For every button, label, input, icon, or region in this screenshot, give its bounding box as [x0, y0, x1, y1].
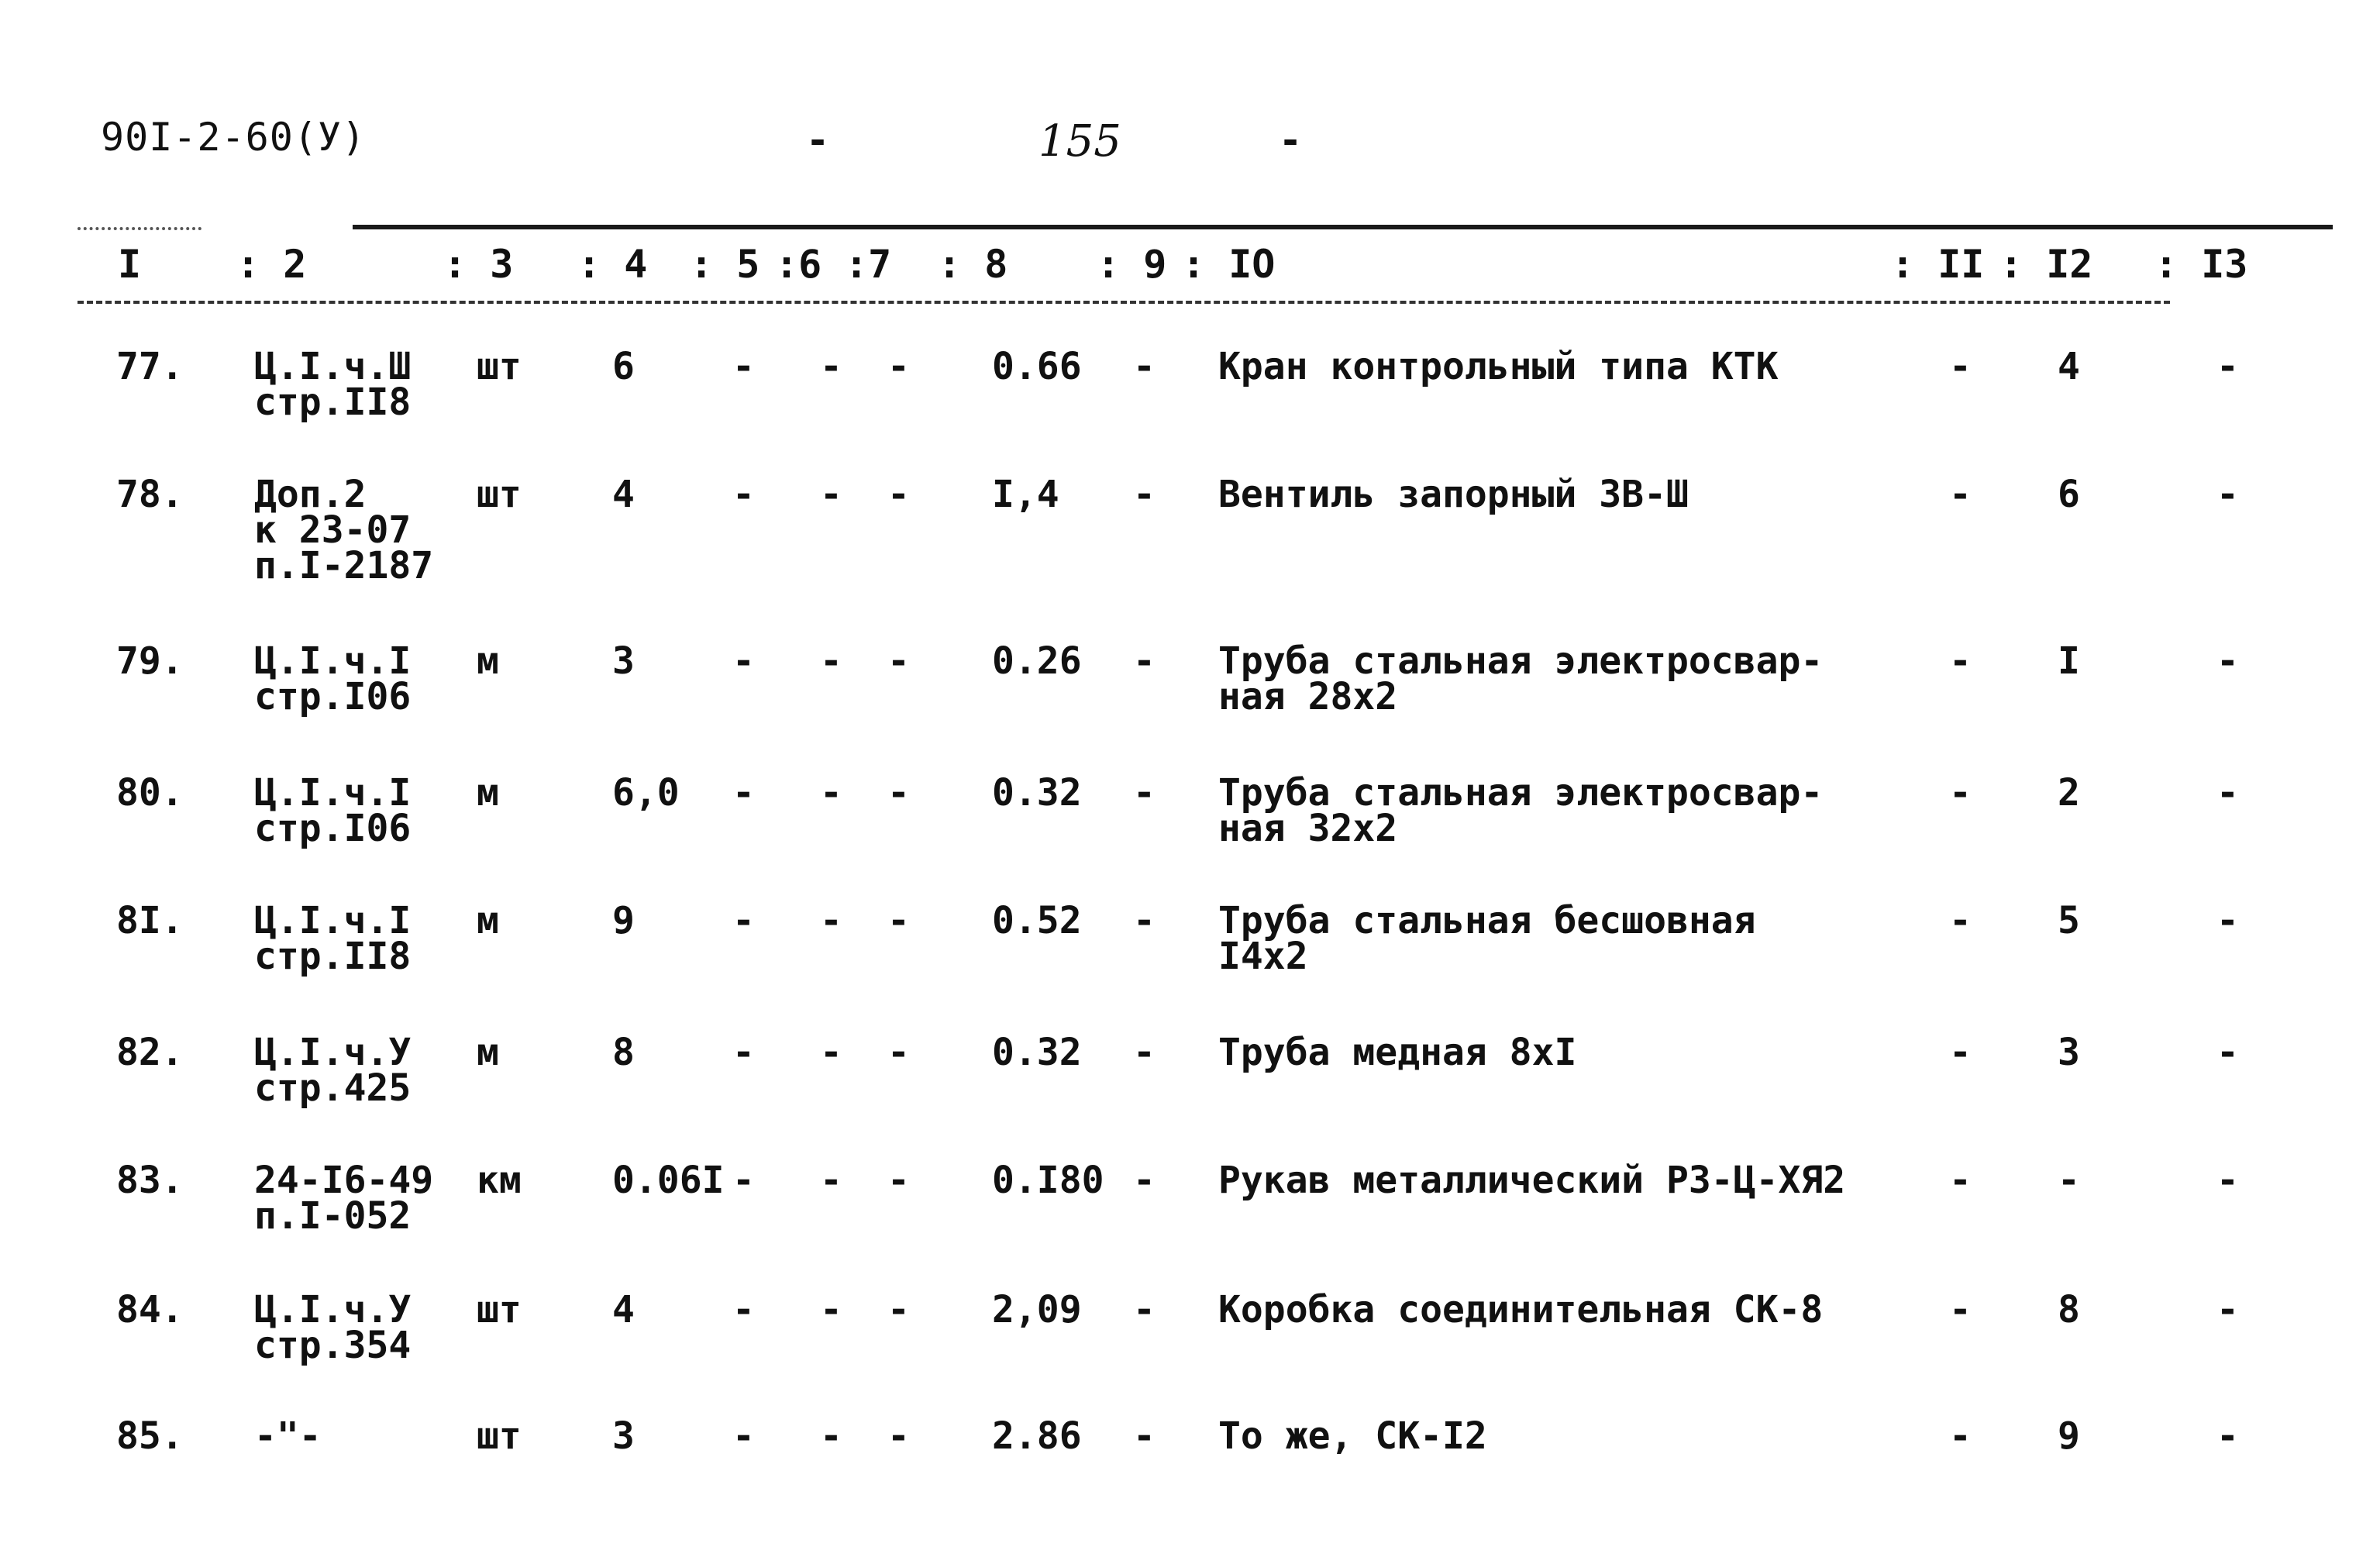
- row-reference-line: Доп.2: [254, 473, 367, 516]
- row-reference-line: Ц.I.ч.I: [254, 639, 412, 683]
- row-name-line: Кран контрольный типа КТК: [1218, 345, 1779, 388]
- row-quantity: 0.06I: [612, 1159, 725, 1202]
- row-col5: -: [732, 639, 755, 683]
- row-col9: -: [1133, 1414, 1156, 1458]
- row-quantity: 6,0: [612, 771, 680, 815]
- row-col9: -: [1133, 1159, 1156, 1202]
- row-reference-line: стр.I06: [254, 807, 412, 850]
- row-number: 84.: [116, 1288, 184, 1331]
- row-unit: шт: [477, 473, 522, 516]
- row-col5: -: [732, 899, 755, 942]
- row-col8: 2,09: [992, 1288, 1082, 1331]
- row-name-line: То же, СК-I2: [1218, 1414, 1487, 1458]
- row-col11: -: [1949, 771, 1972, 815]
- row-reference-line: Ц.I.ч.Ш: [254, 345, 412, 388]
- row-col12: -: [2058, 1159, 2080, 1202]
- row-col5: -: [732, 1288, 755, 1331]
- row-reference-line: Ц.I.ч.I: [254, 899, 412, 942]
- column-header-1: I: [118, 242, 142, 287]
- page-number: 155: [1038, 116, 1121, 167]
- row-reference-line: к 23-07: [254, 508, 412, 552]
- column-header-5: : 5: [690, 242, 760, 287]
- row-col12: 9: [2058, 1414, 2080, 1458]
- row-col6: -: [820, 899, 842, 942]
- row-reference: [254, 1159, 434, 1238]
- row-col5: -: [732, 1031, 755, 1074]
- top-rule: [353, 225, 2333, 229]
- row-name: [1218, 771, 1824, 850]
- row-col12: 8: [2058, 1288, 2080, 1331]
- row-unit: км: [477, 1159, 522, 1202]
- row-unit: шт: [477, 1414, 522, 1458]
- row-col6: -: [820, 1031, 842, 1074]
- row-col13: -: [2216, 639, 2239, 683]
- row-reference: [254, 639, 412, 718]
- row-reference: [254, 1031, 412, 1110]
- row-unit: м: [477, 1031, 499, 1074]
- row-name: [1218, 473, 1689, 516]
- row-col8: 0.32: [992, 1031, 1082, 1074]
- row-name: [1218, 1031, 1577, 1074]
- row-col9: -: [1133, 1031, 1156, 1074]
- row-name-line: Рукав металлический РЗ-Ц-ХЯ2: [1218, 1159, 1846, 1202]
- row-col13: -: [2216, 1031, 2239, 1074]
- row-number: 82.: [116, 1031, 184, 1074]
- header-dash-left: -: [806, 118, 830, 163]
- row-col7: -: [887, 771, 910, 815]
- row-col9: -: [1133, 899, 1156, 942]
- row-col7: -: [887, 1159, 910, 1202]
- row-quantity: 6: [612, 345, 635, 388]
- column-header-10: : IO: [1182, 242, 1276, 287]
- row-reference-line: -"-: [254, 1414, 322, 1458]
- row-col11: -: [1949, 345, 1972, 388]
- row-reference: [254, 345, 412, 424]
- row-col12: I: [2058, 639, 2080, 683]
- row-col7: -: [887, 639, 910, 683]
- row-quantity: 3: [612, 1414, 635, 1458]
- row-reference-line: п.I-052: [254, 1194, 412, 1238]
- row-col11: -: [1949, 1159, 1972, 1202]
- row-unit: шт: [477, 345, 522, 388]
- row-quantity: 8: [612, 1031, 635, 1074]
- row-col6: -: [820, 1288, 842, 1331]
- header-bottom-rule: [77, 301, 2170, 304]
- row-col6: -: [820, 639, 842, 683]
- row-number: 80.: [116, 771, 184, 815]
- row-col11: -: [1949, 899, 1972, 942]
- row-quantity: 4: [612, 473, 635, 516]
- row-name: [1218, 1414, 1487, 1458]
- row-col11: -: [1949, 1414, 1972, 1458]
- column-header-7: :7: [845, 242, 892, 287]
- row-name-line: Труба стальная бесшовная: [1218, 899, 1756, 942]
- column-header-3: : 3: [443, 242, 514, 287]
- row-col9: -: [1133, 345, 1156, 388]
- column-header-6: :6: [775, 242, 822, 287]
- row-col13: -: [2216, 1414, 2239, 1458]
- row-name-line: I4х2: [1218, 935, 1308, 978]
- row-col6: -: [820, 473, 842, 516]
- row-col9: -: [1133, 1288, 1156, 1331]
- row-reference: [254, 1414, 322, 1458]
- header-dash-right: -: [1279, 118, 1303, 163]
- row-col7: -: [887, 899, 910, 942]
- row-reference-line: стр.II8: [254, 381, 412, 424]
- row-col7: -: [887, 1414, 910, 1458]
- row-reference-line: 24-I6-49: [254, 1159, 434, 1202]
- row-unit: м: [477, 899, 499, 942]
- row-name: [1218, 1159, 1846, 1202]
- row-number: 79.: [116, 639, 184, 683]
- row-col11: -: [1949, 473, 1972, 516]
- row-col8: 2.86: [992, 1414, 1082, 1458]
- row-col12: 2: [2058, 771, 2080, 815]
- row-unit: шт: [477, 1288, 522, 1331]
- row-col12: 6: [2058, 473, 2080, 516]
- row-reference-line: стр.354: [254, 1324, 412, 1367]
- row-col13: -: [2216, 899, 2239, 942]
- row-reference-line: Ц.I.ч.У: [254, 1031, 412, 1074]
- row-reference-line: Ц.I.ч.У: [254, 1288, 412, 1331]
- column-header-12: : I2: [1999, 242, 2093, 287]
- row-col13: -: [2216, 1159, 2239, 1202]
- row-col12: 4: [2058, 345, 2080, 388]
- row-col11: -: [1949, 1288, 1972, 1331]
- row-unit: м: [477, 639, 499, 683]
- row-col6: -: [820, 1159, 842, 1202]
- row-col11: -: [1949, 1031, 1972, 1074]
- row-col5: -: [732, 1159, 755, 1202]
- row-reference: [254, 1288, 412, 1367]
- row-reference-line: Ц.I.ч.I: [254, 771, 412, 815]
- row-number: 8I.: [116, 899, 184, 942]
- top-rule-dotted: [77, 227, 201, 230]
- row-col5: -: [732, 771, 755, 815]
- row-col5: -: [732, 1414, 755, 1458]
- column-header-2: : 2: [236, 242, 307, 287]
- row-col13: -: [2216, 1288, 2239, 1331]
- row-reference-line: стр.II8: [254, 935, 412, 978]
- row-reference: [254, 771, 412, 850]
- row-name: [1218, 639, 1824, 718]
- row-name-line: Вентиль запорный ЗВ-Ш: [1218, 473, 1689, 516]
- row-reference-line: стр.I06: [254, 675, 412, 718]
- row-reference-line: стр.425: [254, 1066, 412, 1110]
- row-col8: 0.52: [992, 899, 1082, 942]
- row-col7: -: [887, 1031, 910, 1074]
- row-col9: -: [1133, 473, 1156, 516]
- row-name: [1218, 1288, 1824, 1331]
- row-col5: -: [732, 345, 755, 388]
- row-unit: м: [477, 771, 499, 815]
- row-col9: -: [1133, 639, 1156, 683]
- row-number: 78.: [116, 473, 184, 516]
- row-number: 77.: [116, 345, 184, 388]
- row-col12: 3: [2058, 1031, 2080, 1074]
- row-name-line: ная 32х2: [1218, 807, 1398, 850]
- row-col11: -: [1949, 639, 1972, 683]
- row-name-line: Коробка соединительная СК-8: [1218, 1288, 1824, 1331]
- row-name-line: Труба стальная электросвар-: [1218, 771, 1824, 815]
- row-col12: 5: [2058, 899, 2080, 942]
- row-col7: -: [887, 1288, 910, 1331]
- row-number: 83.: [116, 1159, 184, 1202]
- row-col7: -: [887, 345, 910, 388]
- row-col8: I,4: [992, 473, 1059, 516]
- column-header-13: : I3: [2154, 242, 2248, 287]
- row-col8: 0.66: [992, 345, 1082, 388]
- row-quantity: 3: [612, 639, 635, 683]
- row-col13: -: [2216, 345, 2239, 388]
- row-col5: -: [732, 473, 755, 516]
- row-col7: -: [887, 473, 910, 516]
- row-col13: -: [2216, 473, 2239, 516]
- row-col6: -: [820, 1414, 842, 1458]
- document-code: 90I-2-60(У): [101, 115, 367, 160]
- row-quantity: 9: [612, 899, 635, 942]
- row-col8: 0.32: [992, 771, 1082, 815]
- row-name-line: Труба стальная электросвар-: [1218, 639, 1824, 683]
- row-name: [1218, 899, 1756, 978]
- row-reference-line: п.I-2187: [254, 544, 434, 587]
- row-number: 85.: [116, 1414, 184, 1458]
- row-name: [1218, 345, 1779, 388]
- column-header-9: : 9: [1097, 242, 1167, 287]
- row-col13: -: [2216, 771, 2239, 815]
- row-col9: -: [1133, 771, 1156, 815]
- row-col6: -: [820, 771, 842, 815]
- column-header-4: : 4: [577, 242, 648, 287]
- row-reference: [254, 899, 412, 978]
- row-col8: 0.26: [992, 639, 1082, 683]
- row-col6: -: [820, 345, 842, 388]
- row-name-line: Труба медная 8хI: [1218, 1031, 1577, 1074]
- row-col8: 0.I80: [992, 1159, 1104, 1202]
- column-header-11: : II: [1891, 242, 1985, 287]
- row-quantity: 4: [612, 1288, 635, 1331]
- row-name-line: ная 28х2: [1218, 675, 1398, 718]
- row-reference: [254, 473, 434, 587]
- column-header-8: : 8: [938, 242, 1008, 287]
